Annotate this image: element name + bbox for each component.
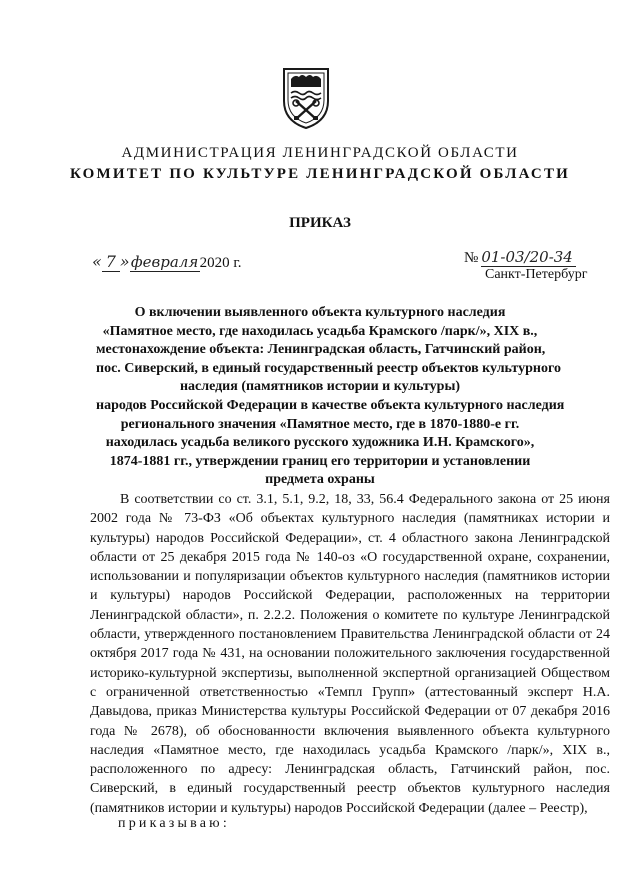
number-prefix: № (464, 250, 479, 266)
committee-name: КОМИТЕТ ПО КУЛЬТУРЕ ЛЕНИНГРАДСКОЙ ОБЛАСТИ (69, 166, 571, 182)
title-line: 1874-1881 гг., утверждении границ его территории и установлении (109, 453, 531, 469)
document-title (96, 304, 565, 490)
date-close-quote: » (119, 252, 130, 271)
title-line: пос. Сиверский, в единый государственный реестр объектов культурного (96, 360, 561, 376)
leningrad-oblast-coat-of-arms-icon (281, 65, 331, 131)
document-number (464, 248, 576, 267)
body-paragraph: В соответствии со ст. 3.1, 5.1, 9.2, 18, 33, 56.4 Федерального закона от 25 июня 2002 года № 73-ФЗ «Об объектах культурного наследия (памятниках истории и культуры) народов Российской Федерации», ст. 4 областного закона Ленинградской области от 25 декабря 2015 года № 140-оз «О государственной охране, сохранении, использовании и популяризации объектов культурного наследия (памятников истории и культуры) народов Российской Федерации, расположенных на территории Ленинградской области», п. 2.2.2. Положения о комитете по культуре Ленинградской области, утвержденного постановлением Правительства Ленинградской области от 24 октября 2017 года № 431, на основании положительного заключения государственной историко-культурной экспертизы, выполненной экспертной организацией Обществом с ограниченной ответственностью «Темпл Групп» (аттестованный эксперт Н.А. Давыдова, приказ Министерства культуры Российской Федерации от 07 декабря 2016 года № 2678), об обоснованности включения выявленного объекта культурного наследия «Памятное место, где находилась усадьба Крамского /парк/», XIX в., расположенного по адресу: Ленинградская область, Гатчинский район, пос. Сиверский, в единый государственный реестр объектов культурного наследия (памятников истории и культуры) народов Российской Федерации (далее – Реестр), (90, 492, 610, 816)
date-year: 2020 г. (199, 255, 242, 271)
document-date (92, 252, 242, 272)
title-line: наследия (памятников истории и культуры) (179, 379, 461, 395)
title-line: находилась усадьба великого русского художника И.Н. Крамского», (105, 435, 535, 451)
date-day: 7 (102, 252, 120, 272)
document-type: ПРИКАЗ (289, 215, 351, 231)
title-line: народов Российской Федерации в качестве объекта культурного наследия (96, 397, 565, 413)
title-line: регионального значения «Памятное место, где в 1870-1880-е гг. (120, 416, 520, 432)
organization-name: АДМИНИСТРАЦИЯ ЛЕНИНГРАДСКОЙ ОБЛАСТИ (121, 145, 519, 161)
document-city: Санкт-Петербург (485, 267, 588, 282)
title-line: «Памятное место, где находилась усадьба Крамского /парк/», XIX в., (102, 323, 538, 339)
order-word: приказываю: (118, 816, 230, 831)
title-line: местонахождение объекта: Ленинградская область, Гатчинский район, (96, 342, 546, 358)
number-value: 01-03/20-34 (481, 248, 576, 267)
title-line: О включении выявленного объекта культурного наследия (134, 305, 506, 320)
date-open-quote: « (92, 252, 102, 271)
date-month: февраля (130, 253, 199, 271)
title-line: предмета охраны (265, 472, 375, 488)
